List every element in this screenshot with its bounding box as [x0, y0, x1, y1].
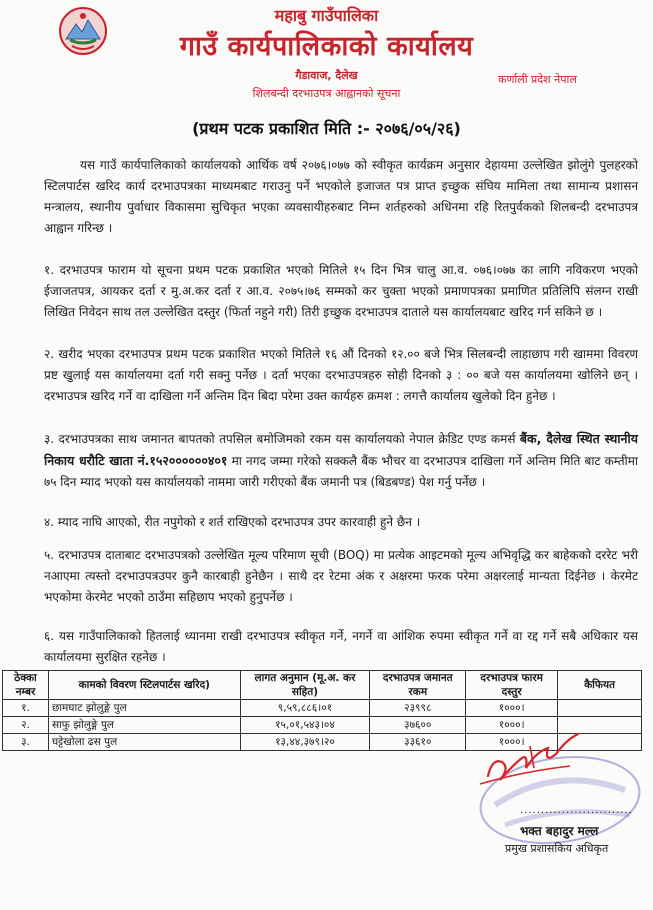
office-title: गाउँ कार्यपालिकाको कार्यालय [179, 31, 474, 62]
province-name: कर्णाली प्रदेश नेपाल [498, 73, 577, 86]
municipality-name: महाबु गाउँपालिका [274, 6, 379, 25]
header-contract-no: ठेक्का नम्बर [3, 671, 49, 700]
cell-form-fee: १०००। [466, 700, 558, 717]
table-header-row [3, 671, 642, 700]
cell-cost-estimate: १५,०१,५४३।०४ [240, 717, 370, 734]
condition-3 [44, 428, 638, 493]
cell-cost-estimate: १३,४४,३७९।२० [240, 734, 370, 751]
signatory-name: भक्त बहादुर मल्ल [520, 824, 599, 838]
cell-remarks [558, 700, 642, 717]
cell-description: घट्टेखोला ढस पुल [48, 734, 240, 751]
condition-4: ४. म्याद नाघि आएको, रीत नपुगेको र शर्त राखिएको दरभाउपत्र उपर कारवाही हुने छैन । [44, 515, 421, 529]
condition-3-end: मा नगद जम्मा गरेको सक्कलै बैंक भौचर वा दरभाउपत्र दाखिला गर्ने अन्तिम मिति बाट कम्तीमा ७५ दिन म्याद भएको यस कार्यालयको नाममा जारी गरीएको बैंक जमानी पत्र (बिडबण्ड) पेश गर्नु पर्नेछ । [44, 454, 638, 489]
signature-line: ........................... [520, 805, 633, 816]
intro-paragraph: यस गाउँ कार्यपालिकाको कार्यालयको आर्थिक वर्ष २०७६।०७७ को स्वीकृत कार्यक्रम अनुसार देहायमा उल्लेखित झोलुंगे पुलहरको स्टिलपार्टस खरिद कार्य दरभाउपत्रका माध्यमबाट गराउनु पर्ने भएकोले इजाजत पत्र प्राप्त इच्छुक संघिय मामिला तथा सामान्य प्रशासन मन्त्रालय, स्थानीय पुर्वाधार विकासमा सुचिकृत भएका व्यवसायीहरुबाट निम्न शर्तहरुको अधिनमा रहि रितपुर्वकको शिलबन्दी दरभाउपत्र आह्वान गरिन्छ । [44, 158, 638, 235]
condition-5: ५. दरभाउपत्र दाताबाट दरभाउपत्रको उल्लेखित मूल्य परिमाण सूची (BOQ) मा प्रत्येक आइटमको मूल्य अभिवृद्धि कर बाहेकको दररेट भरी नआएमा त्यस्तो दरभाउपत्रउपर कुनै कारबाही हुनेछैन । साथै दर रेटमा अंक र अक्षरमा फरक परेमा अक्षरलाई मान्यता दिईनेछ । केरमेट भएकोमा केरमेट भएको ठाउँमा सहिछाप भएको हुनुपर्नेछ । [44, 548, 638, 604]
cell-description: साफु झोलुङ्गे पुल [48, 717, 240, 734]
cell-bid-security: ३७६०० [370, 717, 466, 734]
header-cost-estimate: लागत अनुमान (मू.अ. कर सहित) [240, 671, 370, 700]
cell-description: छामघाट झोलुङ्गे पुल [48, 700, 240, 717]
cell-bid-security: ३३६१० [370, 734, 466, 751]
signature-icon [470, 728, 600, 798]
table-row [3, 700, 642, 717]
condition-1: १. दरभाउपत्र फाराम यो सूचना प्रथम पटक प्रकाशित भएको मितिले १५ दिन भित्र चालु आ.व. ०७६।०७७ का लागि नविकरण भएको ईजाजतपत्र, आयकर दर्ता र मु.अ.कर दर्ता र आ.व. २०७५।७६ सम्मको कर चुक्ता भएको प्रमाणपत्रका प्रमाणित प्रतिलिपि संलग्न राखी लिखित निवेदन साथ तल उल्लेखित दस्तुर (फिर्ता नहुने गरी) तिरी इच्छुक दरभाउपत्र दाताले यस कार्यालयबाट खरिद गर्न सकिने छ । [44, 263, 638, 319]
publication-date: (प्रथम पटक प्रकाशित मिति :- २०७६/०५/२६) [192, 119, 461, 138]
cell-form-fee: १०००। [466, 734, 558, 751]
cell-contract-no: २. [3, 717, 49, 734]
bank-account-text: बैंक, दैलेख स्थित स्थानीय निकाय धरौटि खाता नं.१५२००००००४०१ [44, 431, 638, 468]
header-bid-security: दरभाउपत्र जमानत रकम [370, 671, 466, 700]
cell-contract-no: ३. [3, 734, 49, 751]
header-form-fee: दरभाउपत्र फारम दस्तुर [466, 671, 558, 700]
cell-form-fee: १०००। [466, 717, 558, 734]
condition-3-start: ३. दरभाउपत्रका साथ जमानत बापतको तपसिल बमोजिमको रकम यस कार्यालयको नेपाल क्रेडिट एण्ड कमर्स [44, 432, 516, 446]
office-address: गैडावाज, दैलेख [295, 69, 358, 82]
condition-2: २. खरीद भएका दरभाउपत्र प्रथम पटक प्रकाशित भएको मितिले १६ औं दिनको १२.०० बजे भित्र सिलबन्दी लाहाछाप गरी खाममा विवरण प्रष्ट खुलाई यस कार्यालयमा दर्ता गरी सक्नु पर्नेछ । दर्ता भएका दरभाउपत्रहरु सोही दिनको ३ : ०० बजे यस कार्यालयमा खोलिने छन् । दरभाउपत्र खरिद गर्ने वा दाखिला गर्ने अन्तिम दिन बिदा परेमा उक्त कार्यहरु क्रमश : लगत्तै कार्यालय खुलेको दिन हुनेछ । [44, 347, 638, 403]
cell-bid-security: २३९९८ [370, 700, 466, 717]
notice-title: शिलबन्दी दरभाउपत्र आह्वानको सूचना [252, 87, 401, 100]
cell-cost-estimate: ९,५९,८८६।०१ [240, 700, 370, 717]
signatory-title: प्रमुख प्रशासकिय अधिकृत [505, 842, 609, 855]
cell-contract-no: १. [3, 700, 49, 717]
header-remarks: कैफियत [558, 671, 642, 700]
condition-6: ६. यस गाउँपालिकाको हितलाई ध्यानमा राखी दरभाउपत्र स्वीकृत गर्ने, नगर्ने वा आंशिक रुपमा स्वीकृत गर्ने वा रद्द गर्ने सबै अधिकार यस कार्यालयमा सुरक्षित रहनेछ । [44, 629, 638, 664]
header-description: कामको विवरण स्टिलपार्टस खरिद) [48, 671, 240, 700]
